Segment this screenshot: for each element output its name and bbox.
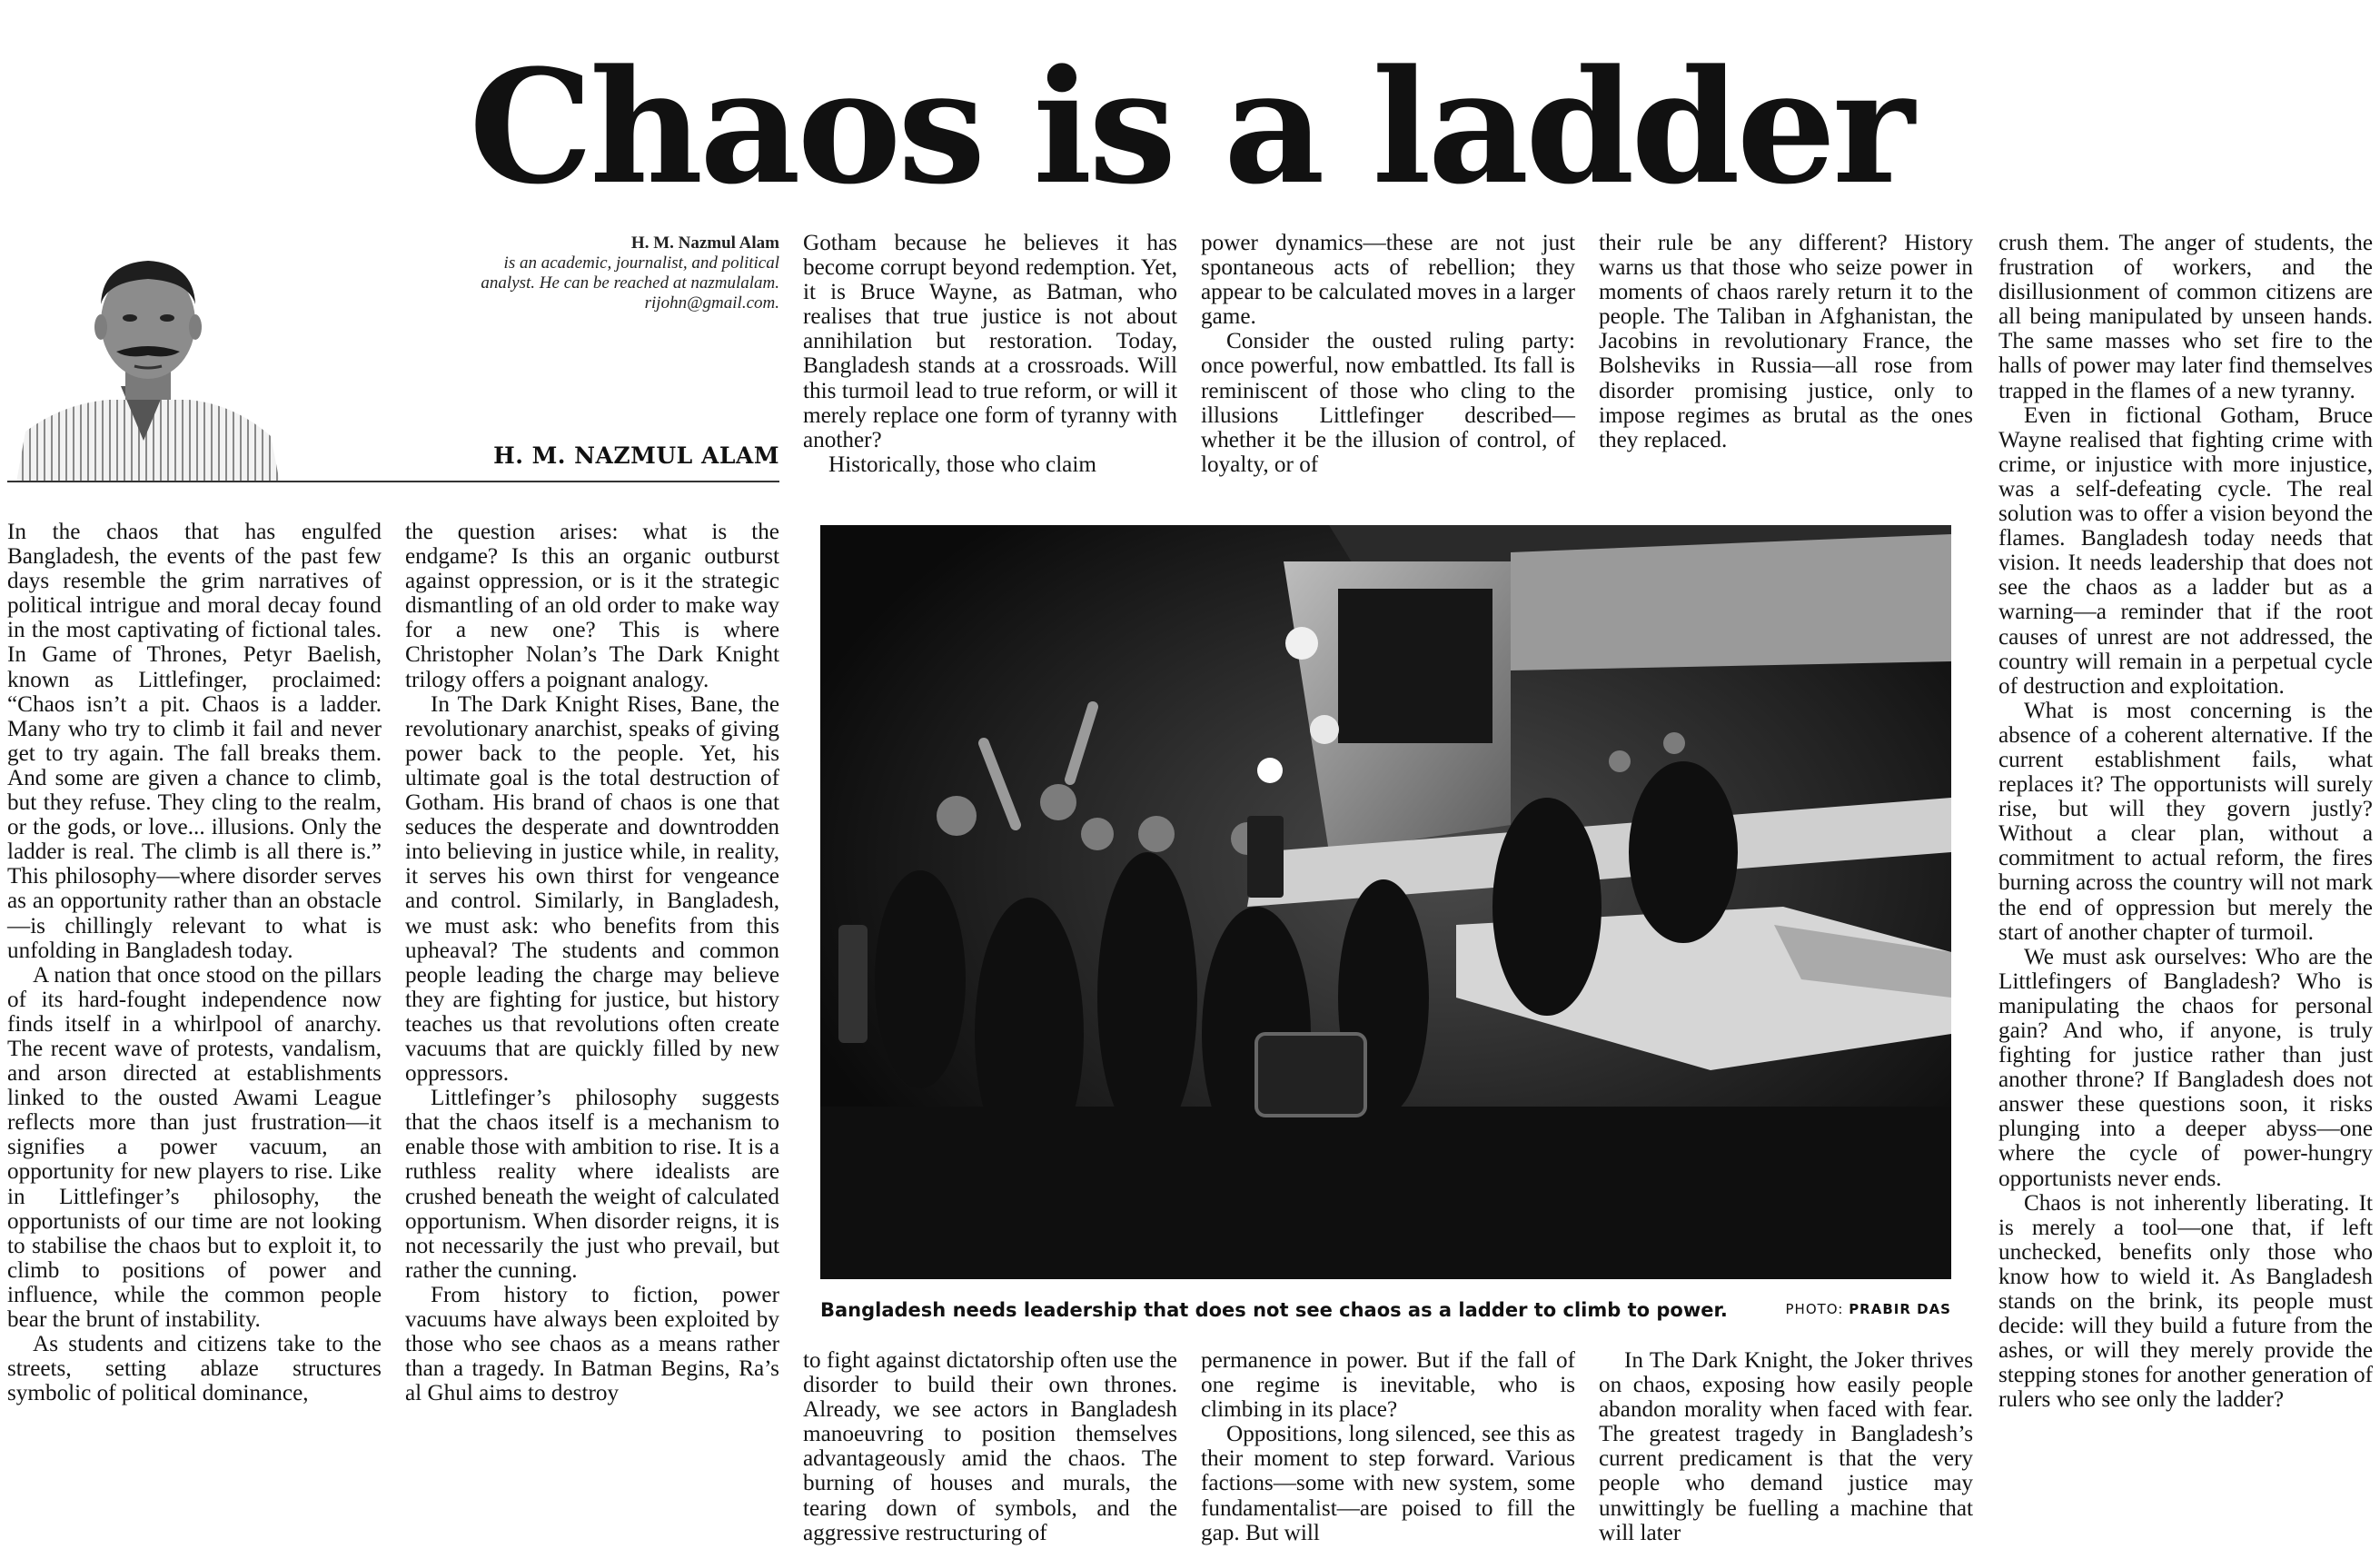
body-paragraph: In The Dark Knight, the Joker thrives on chaos, exposing how easily people abandon morality when faced with fear. The greatest tragedy in Bangladesh’s current predicament is that the very people who demand justice may unwittingly be fuelling a machine that will later — [1599, 1348, 1973, 1545]
article-column-1 — [7, 520, 382, 1555]
article-column-5-top — [1599, 231, 1973, 485]
byline-info — [389, 233, 779, 313]
body-paragraph: to fight against dictatorship often use the disorder to build their own thrones. Already, we see actors in Bangladesh manoeuvring to position themselves advantageously amid the chaos. The burning of houses and murals, the tearing down of symbols, and the aggressive restructuring of — [803, 1348, 1177, 1545]
body-paragraph: the question arises: what is the endgame? Is this an organic outburst against oppression, or is it the strategic dismantling of an old order to make way for a new one? This is where Christopher Nolan’s The Dark Knight trilogy offers a poignant analogy. — [405, 520, 779, 692]
byline-block — [7, 232, 779, 488]
body-paragraph: Oppositions, long silenced, see this as their moment to step forward. Various factions—some with new system, some fundamentalist—are poised to fill the gap. But will — [1201, 1422, 1575, 1545]
author-email: rijohn@gmail.com. — [644, 293, 779, 313]
article-column-3-top — [803, 231, 1177, 485]
article-column-4-top — [1201, 231, 1575, 485]
body-paragraph: power dynamics—these are not just spontaneous acts of rebellion; they appear to be calculated moves in a larger game. — [1201, 231, 1575, 330]
article-column-2 — [405, 520, 779, 1555]
author-bio-line: analyst. He can be reached at nazmulalam. — [481, 273, 779, 293]
author-name-small: H. M. Nazmul Alam — [630, 233, 779, 253]
author-bio-line: is an academic, journalist, and political — [503, 253, 779, 273]
article-column-5-bottom — [1599, 1348, 1973, 1557]
body-paragraph: As students and citizens take to the streets, setting ablaze structures symbolic of political dominance, — [7, 1332, 382, 1406]
body-paragraph: What is most concerning is the absence of a coherent alternative. If the current establishment fails, what replaces it? The opportunists will surely rise, but will they govern justly? Without a clear plan, without a commitment to actual reform, the fires burning across the country will not mark the end of oppression but merely the start of another chapter of turmoil. — [1998, 698, 2373, 945]
article-column-6 — [1998, 231, 2373, 1557]
body-paragraph: crush them. The anger of students, the frustration of workers, and the disillusionment of common citizens are all being manipulated by unseen hands. The same masses who set fire to the halls of power may later find themselves trapped in the flames of a new tyranny. — [1998, 231, 2373, 403]
caption-text: Bangladesh needs leadership that does not see chaos as a ladder to climb to power. — [820, 1299, 1728, 1321]
headline: Chaos is a ladder — [469, 35, 1911, 219]
body-paragraph: Even in fictional Gotham, Bruce Wayne realised that fighting crime with crime, or injustice with more injustice, was a self-defeating cycle. The real solution was to offer a vision beyond the flames. Bangladesh today needs that vision. It needs leadership that does not see the chaos as a ladder but as a warning—a reminder that if the root causes of unrest are not addressed, the country will remain in a perpetual cycle of destruction and exploitation. — [1998, 402, 2373, 699]
body-paragraph: Consider the ousted ruling party: once powerful, now embattled. Its fall is reminiscent of those who cling to the illusions Littlefinger described—whether it be the illusion of control, of loyalty, or of — [1201, 329, 1575, 477]
body-paragraph: A nation that once stood on the pillars of its hard-fought independence now finds itself in a whirlpool of anarchy. The recent wave of protests, vandalism, and arson directed at establishments linked to the ousted Awami League reflects more than just frustration—it signifies a power vacuum, an opportunity for new players to rise. Like in Littlefinger’s philosophy, the opportunists of our time are not looking to stabilise the chaos but to exploit it, to climb to positions of power and influence, while the common people bear the brunt of instability. — [7, 962, 382, 1332]
body-paragraph: their rule be any different? History warns us that those who seize power in moments of chaos rarely return it to the people. The Taliban in Afghanistan, the Jacobins in revolutionary France, the Bolsheviks in Russia—all rose from disorder promising justice, only to impose regimes as brutal as the ones they replaced. — [1599, 231, 1973, 452]
body-paragraph: permanence in power. But if the fall of one regime is inevitable, who is climbing in its place? — [1201, 1348, 1575, 1423]
body-paragraph: Chaos is not inherently liberating. It is merely a tool—one that, if left unchecked, benefits only those who know how to wield it. As Bangladesh stands on the brink, its people must decide: will they build a future from the ashes, or will they merely provide the stepping stones for another generation of rulers who see only the ladder? — [1998, 1190, 2373, 1413]
photo-caption — [820, 1299, 1951, 1330]
byline-divider — [7, 481, 779, 482]
author-portrait — [7, 232, 298, 482]
body-paragraph: In the chaos that has engulfed Bangladesh, the events of the past few days resemble the grim narratives of political intrigue and moral decay found in the most captivating of fictional tales. In Game of Thrones, Petyr Baelish, known as Littlefinger, proclaimed: “Chaos isn’t a pit. Chaos is a ladder. Many who try to climb it fail and never get to try again. The fall breaks them. And some are given a chance to climb, but they refuse. They cling to the realm, or the gods, or love... illusions. Only the ladder is real. The climb is all there is.” This philosophy—where disorder serves as an opportunity rather than an obstacle—is chillingly relevant to what is unfolding in Bangladesh today. — [7, 520, 382, 963]
body-paragraph: From history to fiction, power vacuums have always been exploited by those who see chaos as a means rather than a tragedy. In Batman Begins, Ra’s al Ghul aims to destroy — [405, 1282, 779, 1406]
body-paragraph: We must ask ourselves: Who are the Littlefingers of Bangladesh? Who is manipulating the chaos for personal gain? And who, if anyone, is truly fighting for justice rather than just another throne? If Bangladesh does not answer these questions soon, it risks plunging into a deeper abyss—one where the cycle of power-hungry opportunists never ends. — [1998, 944, 2373, 1191]
body-paragraph: In The Dark Knight Rises, Bane, the revolutionary anarchist, speaks of giving power back to the people. Yet, his ultimate goal is the total destruction of Gotham. His brand of chaos is one that seduces the desperate and downtrodden into believing in justice while, in reality, it serves his own thirst for vengeance and control. Similarly, in Bangladesh, we must ask: who benefits from this upheaval? The students and common people leading the charge may believe they are fighting for justice, but history teaches us that revolutions often create vacuums that are quickly filled by new oppressors. — [405, 691, 779, 1087]
article-column-4-bottom — [1201, 1348, 1575, 1557]
news-photo — [820, 525, 1951, 1279]
credit-prefix: PHOTO: — [1785, 1301, 1849, 1317]
body-paragraph: Gotham because he believes it has become corrupt beyond redemption. Yet, it is Bruce Wayne, as Batman, who realises that true justice is not about annihilation but restoration. Today, Bangladesh stands at a crossroads. Will this turmoil lead to true reform, or will it merely replace one form of tyranny with another? — [803, 231, 1177, 452]
body-paragraph: Littlefinger’s philosophy suggests that the chaos itself is a mechanism to enable those with ambition to rise. It is a ruthless reality where idealists are crushed beneath the weight of calculated opportunism. When disorder reigns, it is not necessarily the just who prevail, but rather the cunning. — [405, 1086, 779, 1283]
photo-credit — [1786, 1301, 1951, 1317]
author-name-caps: H. M. NAZMUL ALAM — [493, 442, 779, 469]
article-column-3-bottom — [803, 1348, 1177, 1557]
credit-name: PRABIR DAS — [1849, 1301, 1951, 1317]
body-paragraph: Historically, those who claim — [828, 452, 1096, 477]
